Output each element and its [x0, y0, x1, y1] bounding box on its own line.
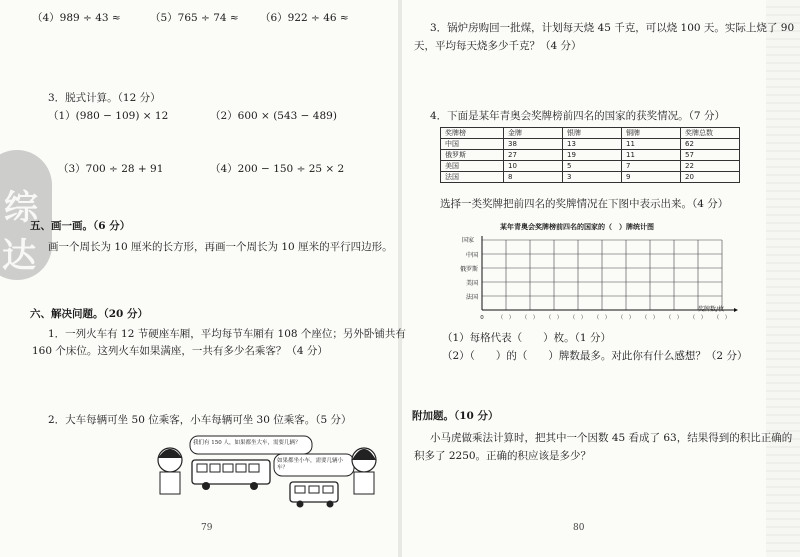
medal-table-header — [441, 128, 740, 139]
problem4-instruction: 选择一类奖牌把前四名的奖牌情况在下图中表示出来。（4 分） — [440, 198, 729, 210]
big-bus-wheel — [202, 482, 210, 490]
left-q4: （4）989 ÷ 43 ≈ — [32, 12, 121, 24]
table-header-cell: 金牌 — [504, 128, 563, 139]
table-cell: 3 — [563, 172, 622, 183]
stamp-char-1: 综 — [4, 188, 38, 228]
chart-category-label: 法国 — [465, 294, 478, 301]
extra-line1: 小马虎做乘法计算时，把其中一个因数 45 看成了 63，结果得到的积比正确的 — [430, 432, 793, 444]
table-row — [441, 172, 740, 183]
page-number-left: 79 — [201, 523, 213, 533]
left-q5: （5）765 ÷ 74 ≈ — [150, 12, 239, 24]
problem3-line1: 3．锅炉房购回一批煤，计划每天烧 45 千克，可以烧 100 天。实际上烧了 90 — [430, 22, 795, 34]
table-cell: 13 — [563, 139, 622, 150]
table-header-cell: 奖牌榜 — [441, 128, 504, 139]
table-cell: 中国 — [441, 139, 504, 150]
table-cell: 19 — [563, 150, 622, 161]
right-page — [400, 0, 800, 557]
child-left-body — [160, 472, 180, 494]
sec3-q2: （2）600 × (543 − 489) — [210, 110, 337, 122]
problem1-line2: 160 个床位。这列火车如果满座，一共有多少名乘客？（4 分） — [32, 345, 328, 357]
table-row — [441, 139, 740, 150]
chart-x-tick-label: （ ） — [617, 315, 635, 321]
table-row — [441, 161, 740, 172]
sec5-title: 五、画一画。（6 分） — [30, 220, 131, 232]
left-q6: （6）922 ÷ 46 ≈ — [260, 12, 349, 24]
small-bus-wheel — [297, 501, 304, 508]
chart-x-arrow — [734, 308, 738, 312]
big-bus-wheel — [250, 482, 258, 490]
sec6-title: 六、解决问题。（20 分） — [30, 308, 149, 320]
child-left-hair — [158, 449, 182, 458]
chart-xlabel: 奖牌数/枚 — [698, 306, 725, 313]
chart-grid — [440, 232, 750, 332]
page-number-right: 80 — [573, 523, 585, 533]
medal-table — [440, 127, 740, 183]
chart-x-tick-label: 0 — [480, 315, 484, 321]
chart-category-label: 俄罗斯 — [459, 266, 478, 273]
table-cell: 7 — [622, 161, 681, 172]
stamp-watermark — [0, 150, 52, 280]
chart-category-label: 美国 — [465, 280, 478, 287]
small-bus — [290, 482, 338, 502]
sec3-q3: （3）700 ÷ 28 + 91 — [58, 163, 164, 175]
speech-bubble-1: 我们有 150 人，如果都坐大车，需要几辆？ — [193, 440, 301, 446]
table-cell: 57 — [681, 150, 740, 161]
table-cell: 法国 — [441, 172, 504, 183]
table-cell: 10 — [504, 161, 563, 172]
chart-x-tick-label: （ ） — [641, 315, 659, 321]
stamp-char-2: 达 — [2, 236, 36, 276]
table-cell: 9 — [622, 172, 681, 183]
chart-x-tick-label: （ ） — [689, 315, 707, 321]
sec3-q1: （1）(980 − 109) × 12 — [48, 110, 169, 122]
chart-x-tick-label: （ ） — [521, 315, 539, 321]
table-header-cell: 奖牌总数 — [681, 128, 740, 139]
chart-category-label: 中国 — [465, 252, 478, 259]
table-cell: 20 — [681, 172, 740, 183]
problem2: 2．大车每辆可坐 50 位乘客，小车每辆可坐 30 位乘客。（5 分） — [48, 414, 352, 426]
problem1-line1: 1．一列火车有 12 节硬座车厢，平均每节车厢有 108 个座位；另外卧铺共有 — [48, 328, 406, 340]
chart-question-2: （2）（ ）的（ ）牌数最多。对此你有什么感想？（2 分） — [442, 350, 748, 362]
table-cell: 8 — [504, 172, 563, 183]
chart-x-tick-label: （ ） — [497, 315, 515, 321]
table-header-cell: 银牌 — [563, 128, 622, 139]
problem3-line2: 天，平均每天烧多少千克？（4 分） — [414, 40, 582, 52]
table-cell: 11 — [622, 139, 681, 150]
table-cell: 11 — [622, 150, 681, 161]
table-cell: 5 — [563, 161, 622, 172]
chart-question-1: （1）每格代表（ ）枚。（1 分） — [442, 332, 611, 344]
small-bus-wheel — [327, 501, 334, 508]
child-right-body — [354, 472, 374, 494]
chart-x-tick-label: （ ） — [545, 315, 563, 321]
extra-line2: 积多了 2250。正确的积应该是多少？ — [414, 450, 592, 462]
extra-title: 附加题。（10 分） — [412, 410, 499, 422]
table-cell: 俄罗斯 — [441, 150, 504, 161]
problem4-title: 4．下面是某年青奥会奖牌榜前四名的国家的获奖情况。（7 分） — [430, 110, 725, 122]
page-edge — [766, 0, 800, 557]
table-header-cell: 铜牌 — [622, 128, 681, 139]
chart-title: 某年青奥会奖牌榜前四名的国家的（ ）牌统计图 — [500, 223, 654, 231]
sec5-text: 画一个周长为 10 厘米的长方形，再画一个周长为 10 厘米的平行四边形。 — [48, 241, 393, 253]
table-cell: 27 — [504, 150, 563, 161]
table-cell: 62 — [681, 139, 740, 150]
chart-x-tick-label: （ ） — [665, 315, 683, 321]
table-cell: 美国 — [441, 161, 504, 172]
sec3-q4: （4）200 − 150 ÷ 25 × 2 — [210, 163, 345, 175]
chart-x-tick-label: （ ） — [569, 315, 587, 321]
sec3-title: 3．脱式计算。（12 分） — [48, 92, 161, 104]
speech-bubble-2: 如果都坐小车，需要几辆小车？ — [277, 458, 344, 471]
chart-x-tick-label: （ ） — [713, 315, 731, 321]
table-cell: 22 — [681, 161, 740, 172]
table-cell: 38 — [504, 139, 563, 150]
table-row — [441, 150, 740, 161]
chart-ylabel: 国家 — [462, 237, 475, 244]
chart-x-tick-label: （ ） — [593, 315, 611, 321]
